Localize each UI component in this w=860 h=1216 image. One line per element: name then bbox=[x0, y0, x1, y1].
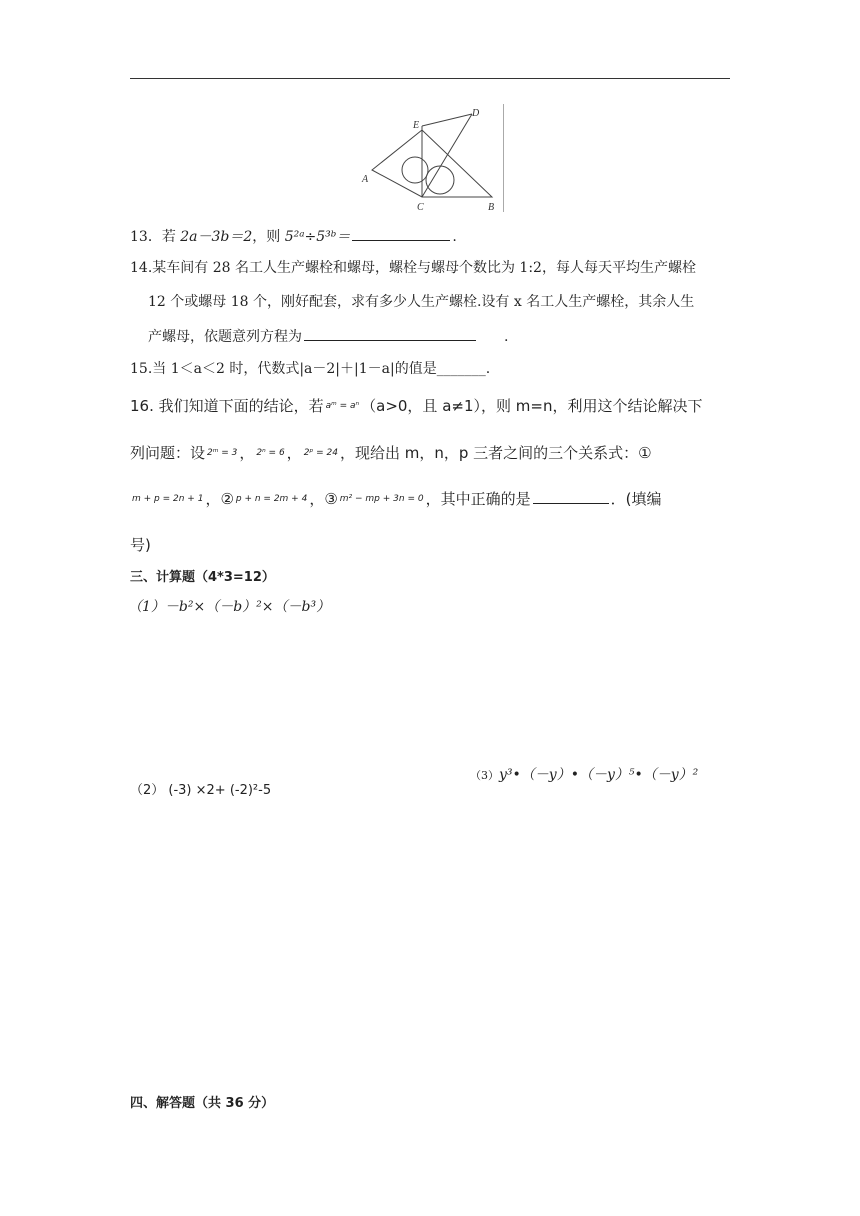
triangle-acb bbox=[372, 130, 492, 197]
line-cd bbox=[422, 114, 472, 197]
calc-problem-1 bbox=[128, 597, 330, 617]
q16-line1b: （a>0，且 a≠1），则 m=n，利用这个结论解决下 bbox=[361, 397, 703, 415]
calc-problem-3-label: （3） bbox=[470, 769, 499, 782]
q16-relation-1: m + p = 2n + 1 bbox=[132, 494, 204, 504]
q16-formula-1: 2ᵐ = 3 bbox=[207, 448, 238, 458]
figure-divider bbox=[503, 104, 504, 212]
calc-problem-1-text: （1）－b²×（－b）²×（－b³） bbox=[128, 599, 331, 615]
calc-problem-2: （2） (-3) ×2+ (-2)²-5 bbox=[130, 783, 272, 798]
q16-relation-3: m² − mp + 3n = 0 bbox=[339, 494, 424, 504]
q15-line: 15.当 1＜a＜2 时，代数式|a－2|＋|1－a|的值是_______. bbox=[130, 361, 491, 377]
line-ed bbox=[422, 114, 472, 126]
question-13 bbox=[130, 226, 457, 247]
q16-circle-2: ，② bbox=[205, 490, 234, 508]
q16-formula-2: 2ⁿ = 6 bbox=[256, 448, 285, 458]
section-4-title: 四、解答题（共 36 分） bbox=[130, 1096, 275, 1111]
q14-line2: 12 个或螺母 18 个，刚好配套，求有多少人生产螺栓.设有 x 名工人生产螺栓，其余人生 bbox=[148, 294, 695, 310]
q14-line3: 产螺母，依题意列方程为 bbox=[148, 329, 302, 345]
q14-line1: 14.某车间有 28 名工人生产螺栓和螺母，螺栓与螺母个数比为 1:2，每人每天平均生产螺栓 bbox=[130, 260, 696, 276]
q16-sep2: ， bbox=[286, 444, 302, 462]
label-b: B bbox=[488, 202, 495, 213]
q16-sep1: ， bbox=[239, 444, 255, 462]
calc-problem-3-text: y³•（－y）•（－y）⁵•（－y）² bbox=[499, 767, 699, 783]
q13-mid: ，则 bbox=[252, 229, 285, 245]
section-3-title: 三、计算题（4*3=12） bbox=[130, 570, 275, 585]
label-e: E bbox=[413, 120, 420, 131]
label-d: D bbox=[472, 108, 480, 119]
q16-cond-formula: aᵐ = aⁿ bbox=[325, 401, 360, 411]
circle-left bbox=[402, 157, 428, 183]
q16-circle-3: ，③ bbox=[309, 490, 338, 508]
calc-problem-3 bbox=[470, 765, 698, 786]
q13-expr1: 2a－3b＝2 bbox=[180, 229, 253, 245]
q13-tail: . bbox=[452, 229, 457, 245]
q16-line2 bbox=[130, 443, 652, 463]
q16-line3b: ，其中正确的是 bbox=[425, 490, 531, 508]
q16-line1a: 16. 我们知道下面的结论，若 bbox=[130, 397, 324, 415]
top-rule bbox=[130, 78, 730, 79]
q16-line3c: ．(填编 bbox=[610, 490, 662, 508]
q14-tail: . bbox=[504, 329, 509, 345]
label-a: A bbox=[362, 174, 369, 185]
label-c: C bbox=[417, 202, 424, 213]
q16-line3 bbox=[130, 489, 661, 509]
q16-formula-3: 2ᵖ = 24 bbox=[303, 448, 338, 458]
q13-answer-blank[interactable] bbox=[352, 226, 450, 241]
q16-line1 bbox=[130, 396, 702, 416]
q14-answer-blank[interactable] bbox=[304, 326, 476, 341]
q16-answer-blank[interactable] bbox=[533, 489, 609, 504]
q13-expr2: 5²ᵃ÷5³ᵇ＝ bbox=[284, 229, 351, 245]
triangle-figure bbox=[360, 102, 510, 214]
q16-relation-2: p + n = 2m + 4 bbox=[235, 494, 308, 504]
circle-right bbox=[426, 166, 454, 194]
question-14-line3 bbox=[148, 326, 508, 347]
q16-line2b: ，现给出 m，n，p 三者之间的三个关系式：① bbox=[339, 444, 652, 462]
q16-line2a: 列问题：设 bbox=[130, 444, 206, 462]
q16-line4: 号) bbox=[130, 536, 151, 554]
q13-number: 13．若 bbox=[130, 229, 181, 245]
